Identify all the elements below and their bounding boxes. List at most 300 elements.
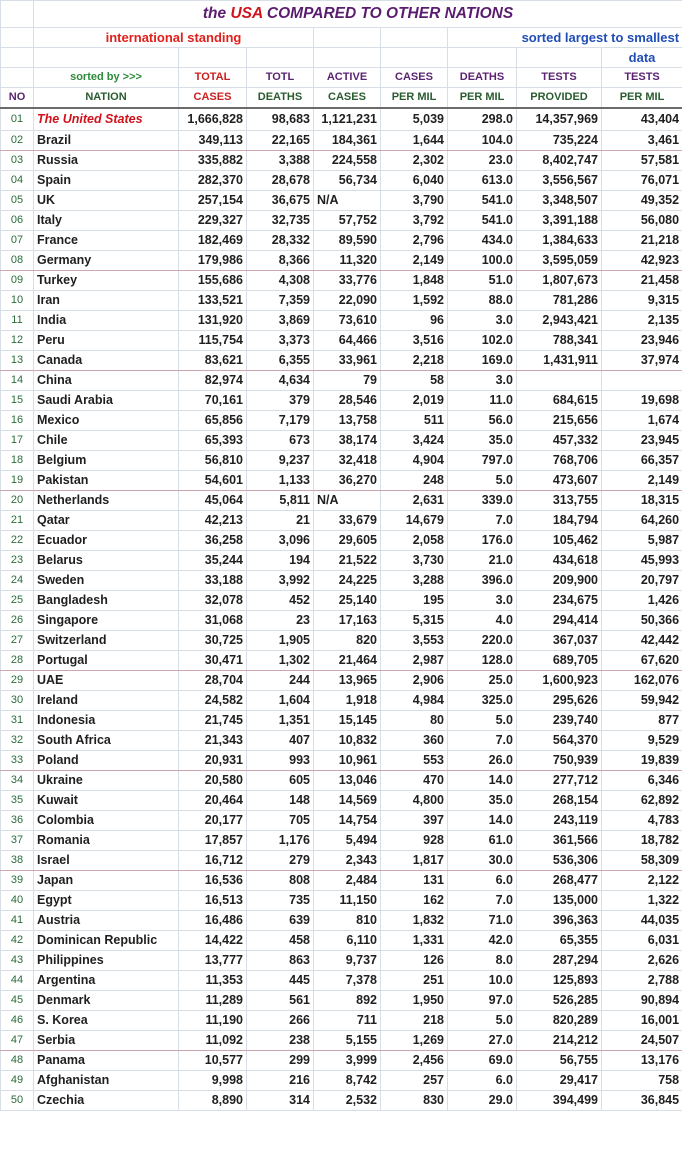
tests-provided-cell: 536,306 (517, 851, 602, 871)
total-cases-cell: 11,353 (179, 971, 247, 991)
row-number: 39 (1, 871, 34, 891)
tests-per-mil-cell: 5,987 (602, 531, 682, 551)
nation-name: Afghanistan (34, 1071, 179, 1091)
active-cases-cell: 73,610 (314, 311, 381, 331)
deaths-per-mil-cell: 8.0 (448, 951, 517, 971)
deaths-per-mil-cell: 325.0 (448, 691, 517, 711)
nation-name: Israel (34, 851, 179, 871)
deaths-per-mil-cell: 541.0 (448, 211, 517, 231)
cases-per-mil-cell: 257 (381, 1071, 448, 1091)
active-cases-cell: 711 (314, 1011, 381, 1031)
total-cases-cell: 16,486 (179, 911, 247, 931)
nation-name: Serbia (34, 1031, 179, 1051)
table-row (1, 551, 682, 571)
header-deaths-per-mil: PER MIL (448, 88, 517, 109)
nation-name: UAE (34, 671, 179, 691)
tests-per-mil-cell: 2,135 (602, 311, 682, 331)
total-cases-cell: 17,857 (179, 831, 247, 851)
active-cases-cell: 810 (314, 911, 381, 931)
tests-provided-cell: 239,740 (517, 711, 602, 731)
tests-provided-cell: 56,755 (517, 1051, 602, 1071)
table-row (1, 591, 682, 611)
table-row (1, 771, 682, 791)
tests-provided-cell: 8,402,747 (517, 151, 602, 171)
cases-per-mil-cell: 14,679 (381, 511, 448, 531)
total-deaths-cell: 238 (247, 1031, 314, 1051)
total-cases-cell: 155,686 (179, 271, 247, 291)
total-cases-cell: 65,393 (179, 431, 247, 451)
tests-per-mil-cell: 19,839 (602, 751, 682, 771)
row-number: 09 (1, 271, 34, 291)
table-row (1, 811, 682, 831)
nation-name: Kuwait (34, 791, 179, 811)
deaths-per-mil-cell: 220.0 (448, 631, 517, 651)
active-cases-cell: 36,270 (314, 471, 381, 491)
tests-per-mil-cell: 62,892 (602, 791, 682, 811)
cases-per-mil-cell: 3,288 (381, 571, 448, 591)
table-row (1, 511, 682, 531)
total-cases-cell: 36,258 (179, 531, 247, 551)
total-cases-cell: 133,521 (179, 291, 247, 311)
tests-provided-cell: 294,414 (517, 611, 602, 631)
total-deaths-cell: 194 (247, 551, 314, 571)
nation-name: Ecuador (34, 531, 179, 551)
tests-per-mil-cell: 877 (602, 711, 682, 731)
cases-per-mil-cell: 126 (381, 951, 448, 971)
deaths-per-mil-cell: 3.0 (448, 591, 517, 611)
cases-per-mil-cell: 1,832 (381, 911, 448, 931)
tests-per-mil-cell: 23,946 (602, 331, 682, 351)
row-number: 05 (1, 191, 34, 211)
table-row (1, 411, 682, 431)
cases-per-mil-cell: 251 (381, 971, 448, 991)
nation-name: Romania (34, 831, 179, 851)
row-number: 15 (1, 391, 34, 411)
nation-name: Japan (34, 871, 179, 891)
total-cases-cell: 10,577 (179, 1051, 247, 1071)
tests-per-mil-cell: 64,260 (602, 511, 682, 531)
nation-name: Bangladesh (34, 591, 179, 611)
deaths-per-mil-cell: 10.0 (448, 971, 517, 991)
row-number: 32 (1, 731, 34, 751)
total-deaths-cell: 244 (247, 671, 314, 691)
cases-per-mil-cell: 1,331 (381, 931, 448, 951)
cases-per-mil-cell: 4,904 (381, 451, 448, 471)
deaths-per-mil-cell: 541.0 (448, 191, 517, 211)
active-cases-cell: 224,558 (314, 151, 381, 171)
total-deaths-cell: 3,869 (247, 311, 314, 331)
nation-name: Argentina (34, 971, 179, 991)
total-cases-cell: 83,621 (179, 351, 247, 371)
active-cases-cell: 1,121,231 (314, 108, 381, 131)
row-number: 08 (1, 251, 34, 271)
table-row (1, 131, 682, 151)
table-row (1, 291, 682, 311)
total-deaths-cell: 3,096 (247, 531, 314, 551)
row-number: 49 (1, 1071, 34, 1091)
total-deaths-cell: 279 (247, 851, 314, 871)
tests-provided-cell: 735,224 (517, 131, 602, 151)
nation-name: Italy (34, 211, 179, 231)
tests-provided-cell: 125,893 (517, 971, 602, 991)
active-cases-cell: 33,679 (314, 511, 381, 531)
tests-provided-cell: 457,332 (517, 431, 602, 451)
row-number: 04 (1, 171, 34, 191)
row-number: 31 (1, 711, 34, 731)
deaths-per-mil-cell: 88.0 (448, 291, 517, 311)
deaths-per-mil-cell: 7.0 (448, 891, 517, 911)
deaths-per-mil-cell: 434.0 (448, 231, 517, 251)
header-tests-per-mil: PER MIL (602, 88, 682, 109)
tests-provided-cell: 234,675 (517, 591, 602, 611)
table-row (1, 691, 682, 711)
deaths-per-mil-cell: 169.0 (448, 351, 517, 371)
active-cases-cell: 13,965 (314, 671, 381, 691)
cases-per-mil-cell: 553 (381, 751, 448, 771)
total-cases-cell: 42,213 (179, 511, 247, 531)
table-row (1, 611, 682, 631)
cases-per-mil-cell: 58 (381, 371, 448, 391)
active-cases-cell: N/A (314, 491, 381, 511)
nation-name: Russia (34, 151, 179, 171)
total-deaths-cell: 605 (247, 771, 314, 791)
total-deaths-cell: 299 (247, 1051, 314, 1071)
cases-per-mil-cell: 2,456 (381, 1051, 448, 1071)
active-cases-cell: 9,737 (314, 951, 381, 971)
table-row (1, 251, 682, 271)
row-number: 30 (1, 691, 34, 711)
table-row (1, 571, 682, 591)
row-number: 36 (1, 811, 34, 831)
cases-per-mil-cell: 511 (381, 411, 448, 431)
table-row (1, 1011, 682, 1031)
deaths-per-mil-cell: 14.0 (448, 811, 517, 831)
deaths-per-mil-cell: 30.0 (448, 851, 517, 871)
tests-provided-cell: 396,363 (517, 911, 602, 931)
total-cases-cell: 179,986 (179, 251, 247, 271)
row-number: 37 (1, 831, 34, 851)
deaths-per-mil-cell: 104.0 (448, 131, 517, 151)
tests-per-mil-cell: 76,071 (602, 171, 682, 191)
total-deaths-cell: 36,675 (247, 191, 314, 211)
tests-provided-cell: 295,626 (517, 691, 602, 711)
tests-provided-cell: 243,119 (517, 811, 602, 831)
tests-provided-cell: 3,556,567 (517, 171, 602, 191)
total-deaths-cell: 1,905 (247, 631, 314, 651)
active-cases-cell: 28,546 (314, 391, 381, 411)
active-cases-cell: 5,494 (314, 831, 381, 851)
total-cases-cell: 11,092 (179, 1031, 247, 1051)
total-cases-cell: 70,161 (179, 391, 247, 411)
row-number: 42 (1, 931, 34, 951)
tests-per-mil-cell: 9,315 (602, 291, 682, 311)
page-title (34, 1, 682, 28)
active-cases-cell: 820 (314, 631, 381, 651)
total-deaths-cell: 1,604 (247, 691, 314, 711)
total-cases-cell: 21,745 (179, 711, 247, 731)
total-cases-cell: 20,177 (179, 811, 247, 831)
total-deaths-cell: 4,308 (247, 271, 314, 291)
cases-per-mil-cell: 2,631 (381, 491, 448, 511)
nation-name: Saudi Arabia (34, 391, 179, 411)
cases-per-mil-cell: 360 (381, 731, 448, 751)
tests-provided-cell: 3,595,059 (517, 251, 602, 271)
tests-provided-cell: 313,755 (517, 491, 602, 511)
row-number: 07 (1, 231, 34, 251)
active-cases-cell: 1,918 (314, 691, 381, 711)
tests-per-mil-cell: 56,080 (602, 211, 682, 231)
total-deaths-cell: 22,165 (247, 131, 314, 151)
row-number: 10 (1, 291, 34, 311)
tests-provided-cell: 781,286 (517, 291, 602, 311)
total-deaths-cell: 4,634 (247, 371, 314, 391)
cases-per-mil-cell: 3,516 (381, 331, 448, 351)
total-cases-cell: 82,974 (179, 371, 247, 391)
row-number: 48 (1, 1051, 34, 1071)
tests-per-mil-cell: 18,782 (602, 831, 682, 851)
total-deaths-cell: 379 (247, 391, 314, 411)
total-cases-cell: 35,244 (179, 551, 247, 571)
tests-provided-cell: 214,212 (517, 1031, 602, 1051)
table-row (1, 851, 682, 871)
total-cases-cell: 54,601 (179, 471, 247, 491)
nation-name: Brazil (34, 131, 179, 151)
row-number: 02 (1, 131, 34, 151)
deaths-per-mil-cell: 7.0 (448, 731, 517, 751)
tests-per-mil-cell: 2,626 (602, 951, 682, 971)
total-cases-cell: 30,471 (179, 651, 247, 671)
table-row (1, 871, 682, 891)
row-number: 41 (1, 911, 34, 931)
cases-per-mil-cell: 2,302 (381, 151, 448, 171)
deaths-per-mil-cell: 613.0 (448, 171, 517, 191)
deaths-per-mil-cell: 128.0 (448, 651, 517, 671)
active-cases-cell: 2,343 (314, 851, 381, 871)
tests-per-mil-cell: 90,894 (602, 991, 682, 1011)
table-row (1, 331, 682, 351)
tests-per-mil-cell (602, 371, 682, 391)
total-deaths-cell: 808 (247, 871, 314, 891)
deaths-per-mil-cell: 102.0 (448, 331, 517, 351)
cases-per-mil-cell: 80 (381, 711, 448, 731)
tests-per-mil-cell: 45,993 (602, 551, 682, 571)
total-cases-cell: 20,580 (179, 771, 247, 791)
nation-name: South Africa (34, 731, 179, 751)
total-deaths-cell: 452 (247, 591, 314, 611)
tests-provided-cell: 434,618 (517, 551, 602, 571)
total-cases-cell: 9,998 (179, 1071, 247, 1091)
nation-name: Ireland (34, 691, 179, 711)
total-cases-cell: 13,777 (179, 951, 247, 971)
row-number: 18 (1, 451, 34, 471)
cases-per-mil-cell: 2,058 (381, 531, 448, 551)
active-cases-cell: 33,776 (314, 271, 381, 291)
header-top-deaths: TOTL (247, 68, 314, 88)
total-deaths-cell: 314 (247, 1091, 314, 1111)
row-number: 23 (1, 551, 34, 571)
nation-name: France (34, 231, 179, 251)
active-cases-cell: 11,150 (314, 891, 381, 911)
tests-per-mil-cell: 66,357 (602, 451, 682, 471)
cases-per-mil-cell: 218 (381, 1011, 448, 1031)
table-row (1, 671, 682, 691)
row-number: 19 (1, 471, 34, 491)
nation-name: Pakistan (34, 471, 179, 491)
total-cases-cell: 65,856 (179, 411, 247, 431)
cases-per-mil-cell: 3,730 (381, 551, 448, 571)
nation-name: Iran (34, 291, 179, 311)
table-row (1, 451, 682, 471)
tests-per-mil-cell: 36,845 (602, 1091, 682, 1111)
table-row (1, 651, 682, 671)
tests-per-mil-cell: 9,529 (602, 731, 682, 751)
active-cases-cell: 25,140 (314, 591, 381, 611)
nation-name: Qatar (34, 511, 179, 531)
active-cases-cell: 10,832 (314, 731, 381, 751)
cases-per-mil-cell: 1,592 (381, 291, 448, 311)
table-row (1, 108, 682, 131)
cases-per-mil-cell: 830 (381, 1091, 448, 1111)
tests-per-mil-cell: 3,461 (602, 131, 682, 151)
subtitle-left: international standing (34, 28, 314, 48)
deaths-per-mil-cell: 4.0 (448, 611, 517, 631)
header-top-tests: TESTS (517, 68, 602, 88)
active-cases-cell: 22,090 (314, 291, 381, 311)
tests-per-mil-cell: 758 (602, 1071, 682, 1091)
table-row (1, 531, 682, 551)
active-cases-cell: 184,361 (314, 131, 381, 151)
deaths-per-mil-cell: 7.0 (448, 511, 517, 531)
active-cases-cell: 15,145 (314, 711, 381, 731)
tests-per-mil-cell: 57,581 (602, 151, 682, 171)
total-cases-cell: 56,810 (179, 451, 247, 471)
deaths-per-mil-cell: 71.0 (448, 911, 517, 931)
row-number: 01 (1, 108, 34, 131)
total-deaths-cell: 1,133 (247, 471, 314, 491)
row-number: 29 (1, 671, 34, 691)
deaths-per-mil-cell: 35.0 (448, 791, 517, 811)
total-deaths-cell: 148 (247, 791, 314, 811)
tests-per-mil-cell: 21,458 (602, 271, 682, 291)
total-deaths-cell: 3,992 (247, 571, 314, 591)
total-deaths-cell: 458 (247, 931, 314, 951)
row-number: 45 (1, 991, 34, 1011)
deaths-per-mil-cell: 396.0 (448, 571, 517, 591)
active-cases-cell: 64,466 (314, 331, 381, 351)
deaths-per-mil-cell: 339.0 (448, 491, 517, 511)
tests-provided-cell: 14,357,969 (517, 108, 602, 131)
nation-name: Spain (34, 171, 179, 191)
header-total-deaths: DEATHS (247, 88, 314, 109)
deaths-per-mil-cell: 27.0 (448, 1031, 517, 1051)
table-row (1, 891, 682, 911)
total-deaths-cell: 21 (247, 511, 314, 531)
table-row (1, 971, 682, 991)
deaths-per-mil-cell: 100.0 (448, 251, 517, 271)
nation-name: Denmark (34, 991, 179, 1011)
tests-provided-cell: 820,289 (517, 1011, 602, 1031)
row-number: 12 (1, 331, 34, 351)
deaths-per-mil-cell: 97.0 (448, 991, 517, 1011)
active-cases-cell: 21,464 (314, 651, 381, 671)
row-number: 13 (1, 351, 34, 371)
header-no: NO (1, 88, 34, 109)
row-number: 03 (1, 151, 34, 171)
subtitle-right: sorted largest to smallest (448, 28, 682, 48)
total-deaths-cell: 266 (247, 1011, 314, 1031)
tests-provided-cell: 1,807,673 (517, 271, 602, 291)
cases-per-mil-cell: 1,644 (381, 131, 448, 151)
total-cases-cell: 24,582 (179, 691, 247, 711)
nation-name: S. Korea (34, 1011, 179, 1031)
deaths-per-mil-cell: 14.0 (448, 771, 517, 791)
table-row (1, 751, 682, 771)
tests-provided-cell: 1,384,633 (517, 231, 602, 251)
total-deaths-cell: 32,735 (247, 211, 314, 231)
total-deaths-cell: 9,237 (247, 451, 314, 471)
total-cases-cell: 182,469 (179, 231, 247, 251)
deaths-per-mil-cell: 25.0 (448, 671, 517, 691)
total-cases-cell: 45,064 (179, 491, 247, 511)
row-number: 35 (1, 791, 34, 811)
deaths-per-mil-cell: 6.0 (448, 1071, 517, 1091)
tests-per-mil-cell: 6,346 (602, 771, 682, 791)
tests-provided-cell: 750,939 (517, 751, 602, 771)
tests-provided-cell (517, 371, 602, 391)
total-deaths-cell: 407 (247, 731, 314, 751)
row-number: 34 (1, 771, 34, 791)
table-row (1, 951, 682, 971)
tests-provided-cell: 689,705 (517, 651, 602, 671)
active-cases-cell: 56,734 (314, 171, 381, 191)
table-row (1, 1071, 682, 1091)
cases-per-mil-cell: 3,792 (381, 211, 448, 231)
tests-per-mil-cell: 2,788 (602, 971, 682, 991)
header-top-active: ACTIVE (314, 68, 381, 88)
table-row (1, 631, 682, 651)
cases-per-mil-cell: 3,790 (381, 191, 448, 211)
total-cases-cell: 11,190 (179, 1011, 247, 1031)
tests-per-mil-cell: 58,309 (602, 851, 682, 871)
cases-per-mil-cell: 5,039 (381, 108, 448, 131)
active-cases-cell: 32,418 (314, 451, 381, 471)
nation-name: Belgium (34, 451, 179, 471)
tests-provided-cell: 105,462 (517, 531, 602, 551)
tests-provided-cell: 394,499 (517, 1091, 602, 1111)
cases-per-mil-cell: 5,315 (381, 611, 448, 631)
tests-per-mil-cell: 23,945 (602, 431, 682, 451)
tests-per-mil-cell: 59,942 (602, 691, 682, 711)
table-row (1, 271, 682, 291)
nation-name: Dominican Republic (34, 931, 179, 951)
total-deaths-cell: 673 (247, 431, 314, 451)
table-row (1, 311, 682, 331)
tests-per-mil-cell: 50,366 (602, 611, 682, 631)
cases-per-mil-cell: 2,987 (381, 651, 448, 671)
tests-provided-cell: 768,706 (517, 451, 602, 471)
tests-provided-cell: 135,000 (517, 891, 602, 911)
subtitle-right-data: data (602, 48, 682, 68)
nation-name: Peru (34, 331, 179, 351)
table-row (1, 471, 682, 491)
row-number: 43 (1, 951, 34, 971)
cases-per-mil-cell: 6,040 (381, 171, 448, 191)
total-cases-cell: 21,343 (179, 731, 247, 751)
deaths-per-mil-cell: 42.0 (448, 931, 517, 951)
table-row (1, 911, 682, 931)
active-cases-cell: 5,155 (314, 1031, 381, 1051)
tests-provided-cell: 3,348,507 (517, 191, 602, 211)
